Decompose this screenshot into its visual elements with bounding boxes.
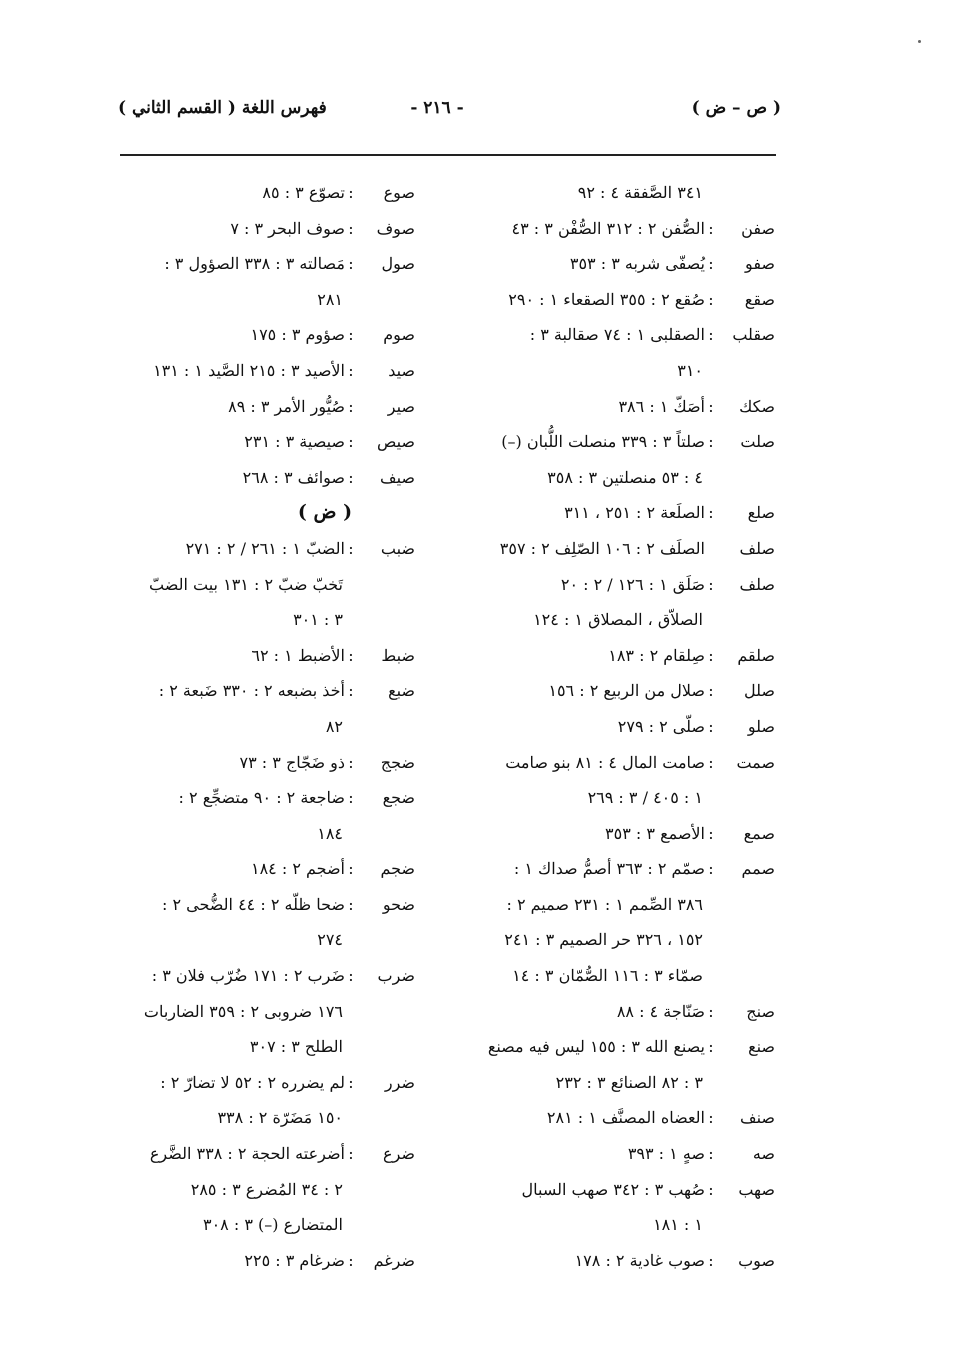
root-word: صير: [387, 396, 415, 416]
root-word: صمع: [743, 823, 775, 843]
index-entry: [475, 1100, 775, 1136]
separator: :: [708, 1037, 714, 1057]
entry-continuation: ٨٢: [325, 716, 343, 736]
entry-continuation: ٣ : ٨٢ الصنائع ٣ : ٢٣٢: [555, 1072, 703, 1092]
root-word: صلل: [744, 681, 775, 701]
root-word: صنج: [746, 1001, 775, 1021]
entry-text: صؤوم ٣ : ١٧٥: [250, 325, 345, 345]
entry-continuation: ٤ : ٥٣ منصلتين ٣ : ٣٥٨: [547, 467, 703, 487]
separator: :: [708, 218, 714, 238]
root-word: صوع: [383, 183, 415, 202]
separator: :: [708, 1250, 714, 1270]
separator: :: [708, 1144, 714, 1164]
entry-text: صُيُّور الأمر ٣ : ٨٩: [228, 396, 345, 416]
root-word: صوف: [376, 218, 415, 238]
entry-text: صهٍ ١ : ٣٩٣: [627, 1144, 705, 1164]
index-entry: [475, 816, 775, 852]
entry-text: صوائف ٣ : ٢٦٨: [242, 467, 345, 487]
separator: :: [348, 788, 354, 808]
entry-text: أضرعته الحجة ٢ : ٣٣٨ الضَّرع: [149, 1144, 345, 1164]
entry-text: أضجم ٢ : ١٨٤: [250, 859, 345, 879]
separator: :: [708, 1001, 714, 1021]
separator: :: [348, 218, 354, 238]
separator: :: [348, 859, 354, 879]
root-word: ضبع: [388, 681, 415, 701]
separator: :: [348, 432, 354, 452]
separator: :: [708, 325, 714, 345]
entry-text: صلتاً ٣ : ٣٣٩ منصلت اللُّبان (–): [501, 432, 705, 452]
entry-text: أصَكّ ١ : ٣٨٦: [618, 396, 705, 416]
root-word: ضبط: [381, 645, 415, 665]
entry-continuation: الطلح ٣ : ٣٠٧: [249, 1037, 343, 1057]
index-entry: [475, 531, 775, 567]
separator: :: [348, 1250, 354, 1270]
separator: :: [348, 538, 354, 558]
index-entry: [475, 246, 775, 282]
index-entry: [115, 317, 415, 353]
index-entry: [475, 424, 775, 460]
root-word: صقلب: [732, 325, 775, 345]
index-entry: [475, 673, 775, 709]
separator: :: [348, 325, 354, 345]
root-word: صقع: [744, 289, 775, 309]
entry-continuation: ٣١٠: [677, 360, 703, 380]
left-column: [115, 175, 415, 1278]
entry-text: الأضبط ١ : ٦٢: [251, 645, 345, 665]
entry-text: الصلَعة ٢ : ٢٥١ ، ٣١١: [564, 503, 705, 523]
root-word: صه: [752, 1144, 775, 1164]
separator: :: [348, 1072, 354, 1092]
root-word: صلع: [747, 503, 775, 523]
entry-text: مَصالته ٣ : ٣٣٨ الصؤول ٣ :: [164, 254, 345, 274]
separator: :: [708, 1108, 714, 1128]
index-entry: [115, 1243, 415, 1279]
entry-text: صِلقام ٢ : ١٨٣: [608, 645, 705, 665]
root-word: صفو: [745, 254, 775, 274]
entry-text: العضاه المصنَّف ١ : ٢٨١: [546, 1108, 705, 1128]
separator: :: [348, 396, 354, 416]
root-word: ضرغم: [373, 1250, 415, 1270]
entry-continuation: ١ : ١٨١: [653, 1215, 703, 1235]
root-word: صوم: [383, 325, 415, 345]
entry-text: الأصيد ٣ : ٢١٥ الصَّيد ١ : ١٣١: [153, 360, 345, 380]
root-word: صنع: [748, 1037, 775, 1057]
index-entry: [115, 460, 415, 496]
index-entry: [475, 211, 775, 247]
index-entry: [475, 282, 775, 318]
separator: :: [708, 823, 714, 843]
entry-continuation: صمّاء ٣ : ١١٦ الصُّمّان ٣ : ١٤: [512, 966, 703, 986]
index-entry: [115, 246, 415, 282]
root-word: ضبب: [380, 538, 415, 558]
index-entry: [475, 1136, 775, 1172]
index-entry: [475, 709, 775, 745]
entry-text: الصُّفن ٢ : ٣١٢ الصُّفْن ٣ : ٤٣: [511, 218, 705, 238]
index-entry: [115, 673, 415, 709]
index-entry: [115, 1136, 415, 1172]
separator: :: [708, 254, 714, 274]
entry-text: صُقع ٢ : ٣٥٥ الصقعاء ١ : ٢٩٠: [508, 289, 705, 309]
index-entry: [115, 958, 415, 994]
entry-text: لم يضرره ٢ : ٥٢ لا تضارّ ٢ :: [160, 1072, 345, 1092]
separator: :: [348, 183, 354, 202]
entry-text: ضَرب ٢ : ١٧١ ضُرّب فلان ٣ :: [151, 966, 345, 986]
index-entry: [115, 851, 415, 887]
header-rule: [120, 154, 776, 156]
root-word: ضرع: [383, 1144, 415, 1164]
separator: :: [708, 289, 714, 309]
separator: :: [708, 752, 714, 772]
root-word: صمت: [736, 752, 775, 772]
root-word: صول: [381, 254, 415, 274]
separator: :: [348, 966, 354, 986]
root-word: ضحو: [382, 894, 415, 914]
index-entry: [475, 745, 775, 781]
separator: :: [708, 1179, 714, 1199]
entry-text: ضحا ظلّه ٢ : ٤٤ الضُّحى ٢ :: [161, 894, 345, 914]
entry-text: تصوّع ٣ : ٨٥: [262, 183, 345, 202]
root-word: صلت: [740, 432, 775, 452]
root-word: صلف: [739, 574, 775, 594]
root-word: ضجم: [380, 859, 415, 879]
entry-text: ضرغام ٣ : ٢٢٥: [244, 1250, 345, 1270]
root-word: صهب: [738, 1179, 775, 1199]
index-entry: [115, 389, 415, 425]
entry-continuation: ٢ : ٣٤ المُضرع ٣ : ٢٨٥: [190, 1179, 343, 1199]
index-entry: [475, 495, 775, 531]
entry-text: صامت المال ٤ : ٨١ بنو صامت: [505, 752, 705, 772]
entry-text: صلّى ٢ : ٢٧٩: [617, 716, 705, 736]
entry-continuation: ٣٨٦ الصِّمم ١ : ٢٣١ صميم ٢ :: [506, 894, 703, 914]
separator: :: [708, 645, 714, 665]
index-entry: [475, 851, 775, 887]
root-word: صيف: [380, 467, 415, 487]
index-entry: [475, 1243, 775, 1279]
entry-continuation: الصلاّق ، المصلاق ١ : ١٢٤: [533, 610, 703, 630]
index-entry: [115, 887, 415, 923]
section-heading: ( ض ): [297, 501, 353, 524]
separator: :: [708, 859, 714, 879]
entry-continuation: ١٥٢ ، ٣٢٦ حر الصميم ٣ : ٢٤١: [504, 930, 703, 950]
index-entry: [475, 389, 775, 425]
entry-text: الصلَف ٢ : ١٠٦ الصّلِف ٢ : ٣٥٧: [499, 538, 705, 558]
page-number: - ٢١٦ -: [410, 98, 464, 118]
entry-text: صَلَق ١ : ١٢٦ / ٢ : ٢٠: [560, 574, 705, 594]
separator: :: [348, 752, 354, 772]
separator: :: [348, 645, 354, 665]
index-entry: [115, 1065, 415, 1101]
right-column: [475, 175, 775, 1278]
separator: :: [708, 503, 714, 523]
root-word: صفن: [741, 218, 775, 238]
entry-continuation: ٢٧٤: [317, 930, 343, 950]
root-word: ضجج: [380, 752, 415, 772]
running-title: فهرس اللغة ( القسم الثاني ): [118, 98, 327, 118]
root-word: صنف: [740, 1108, 775, 1128]
index-entry: [475, 1172, 775, 1208]
separator: :: [708, 681, 714, 701]
entry-text: يُصفّى شربه ٣ : ٣٥٣: [569, 254, 705, 274]
separator: :: [348, 894, 354, 914]
index-entry: [115, 175, 415, 211]
entry-text: يصنع الله ٣ : ١٥٥ ليس فيه مصنع: [487, 1037, 705, 1057]
separator: :: [708, 716, 714, 736]
index-entry: [475, 994, 775, 1030]
index-entry: [115, 424, 415, 460]
index-entry: [115, 211, 415, 247]
entry-text: ضاجعة ٢ : ٩٠ متضجِّع ٢ :: [178, 788, 345, 808]
root-word: ضرب: [377, 966, 415, 986]
index-entry: [115, 638, 415, 674]
entry-continuation: ٢٨١: [317, 289, 343, 309]
section-range: ( ص – ض ): [691, 98, 781, 118]
separator: :: [348, 467, 354, 487]
entry-continuation: المتضارع (–) ٣ : ٣٠٨: [202, 1215, 343, 1235]
root-word: صكك: [739, 396, 775, 416]
entry-continuation: ١٨٤: [317, 823, 343, 843]
index-entry: [475, 317, 775, 353]
entry-continuation: ٣ : ٣٠١: [293, 610, 343, 630]
entry-continuation: ١٥٠ مَضَرّة ٢ : ٣٣٨: [217, 1108, 343, 1128]
entry-text: صمّم ٢ : ٣٦٣ أصمُّ صداك ١ :: [513, 859, 705, 879]
index-entry: [475, 1029, 775, 1065]
separator: :: [348, 254, 354, 274]
entry-text: الصقلبى ١ : ٧٤ صقالبة ٣ :: [529, 325, 705, 345]
root-word: صيد: [388, 360, 415, 380]
entry-text: صُهب ٣ : ٣٤٢ صهب السبال: [521, 1179, 705, 1199]
separator: :: [348, 360, 354, 380]
root-word: ضرر: [384, 1072, 415, 1092]
entry-text: صيصية ٣ : ٢٣١: [244, 432, 345, 452]
root-word: ضجع: [382, 788, 415, 808]
root-word: صيص: [376, 432, 415, 452]
entry-continuation: ١٧٦ ضروبى ٢ : ٣٥٩ الضاربات: [143, 1001, 343, 1021]
index-entry: [115, 745, 415, 781]
entry-continuation: تَخبّ ضبّ ٢ : ١٣١ بيت الضبّ: [149, 574, 343, 594]
entry-continuation: ٣٤١ الصَّفقة ٤ : ٩٢: [577, 183, 703, 202]
speck: [918, 40, 921, 43]
root-word: صلف: [739, 538, 775, 558]
entry-text: ذو ضَجّاج ٣ : ٧٣: [239, 752, 345, 772]
separator: :: [708, 396, 714, 416]
root-word: صوب: [738, 1250, 775, 1270]
entry-text: الضبّ ١ : ٢٦١ / ٢ : ٢٧١: [185, 538, 345, 558]
index-entry: [115, 353, 415, 389]
entry-text: صَنّاجة ٤ : ٨٨: [616, 1001, 705, 1021]
index-entry: [475, 567, 775, 603]
entry-text: صلال من الربيع ٢ : ١٥٦: [548, 681, 705, 701]
index-entry: [475, 638, 775, 674]
entry-text: صوب غادية ٢ : ١٧٨: [574, 1250, 705, 1270]
root-word: صلو: [747, 716, 775, 736]
entry-text: الأصمع ٣ : ٣٥٣: [605, 823, 705, 843]
separator: :: [708, 574, 714, 594]
separator: :: [708, 432, 714, 452]
entry-text: صوف البحر ٣ : ٧: [230, 218, 345, 238]
index-entry: [115, 531, 415, 567]
entry-text: أخذ بضبعه ٢ : ٣٣٠ ضَبعة ٢ :: [158, 681, 345, 701]
separator: :: [348, 681, 354, 701]
root-word: صمم: [741, 859, 775, 879]
root-word: صلقم: [737, 645, 775, 665]
index-entry: [115, 780, 415, 816]
entry-continuation: ١ : ٤٠٥ / ٣ : ٢٦٩: [587, 788, 703, 808]
separator: :: [348, 1144, 354, 1164]
